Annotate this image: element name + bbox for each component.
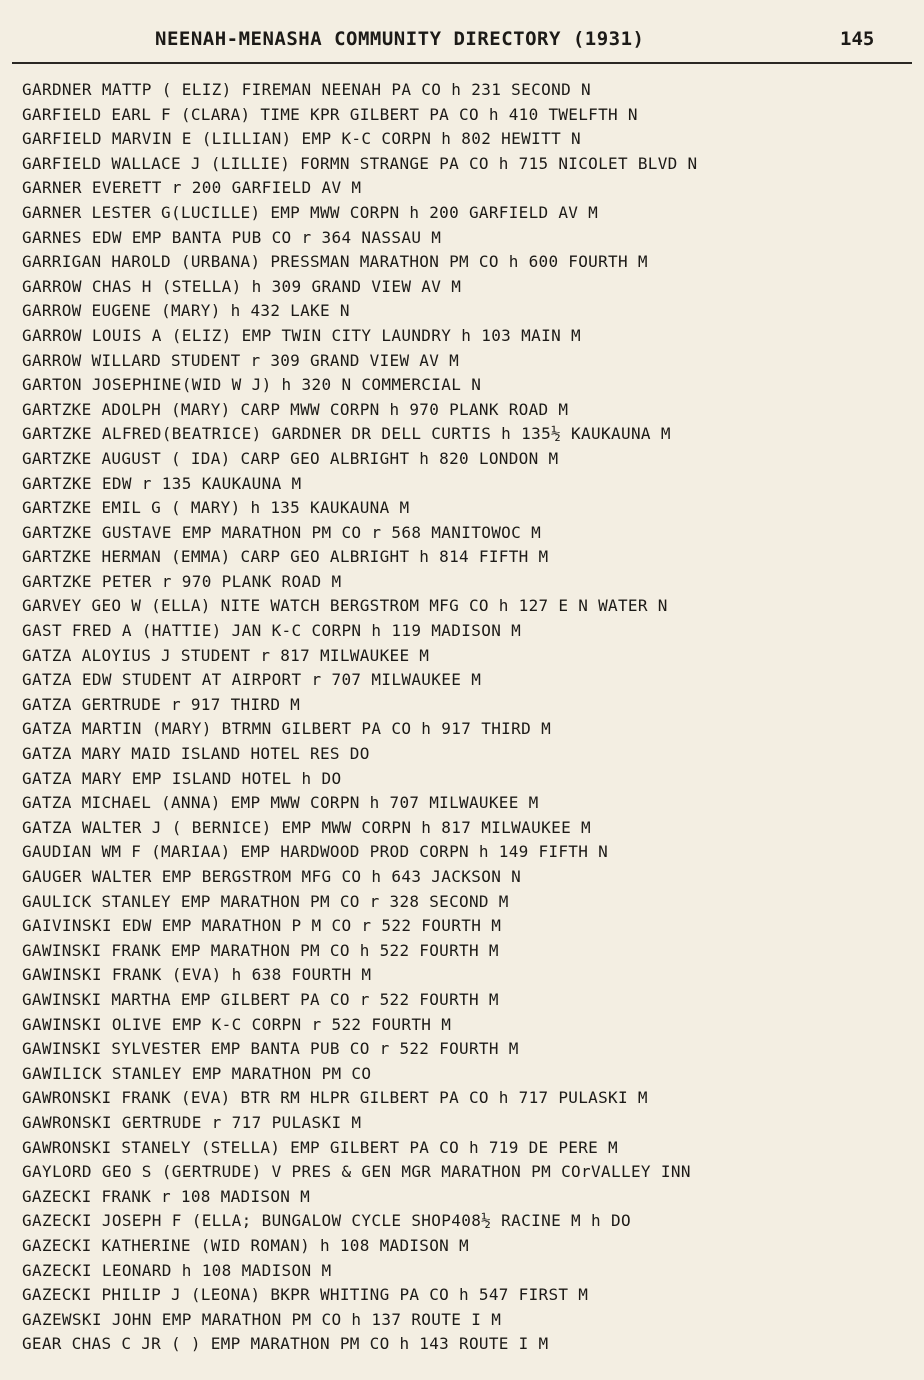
directory-entry: GARTZKE ALFRED(BEATRICE) GARDNER DR DELL CURTIS h 135½ KAUKAUNA M — [22, 424, 671, 444]
directory-entry: GATZA MICHAEL (ANNA) EMP MWW CORPN h 707 MILWAUKEE M — [22, 793, 539, 813]
directory-entry: GAST FRED A (HATTIE) JAN K-C CORPN h 119 MADISON M — [22, 621, 522, 641]
directory-entry: GAZEWSKI JOHN EMP MARATHON PM CO h 137 ROUTE I M — [22, 1309, 502, 1329]
directory-entry: GARTZKE AUGUST ( IDA) CARP GEO ALBRIGHT h 820 LONDON M — [22, 448, 559, 468]
directory-entry: GATZA GERTRUDE r 917 THIRD M — [22, 694, 301, 714]
directory-entry: GAZECKI KATHERINE (WID ROMAN) h 108 MADISON M — [22, 1235, 469, 1255]
directory-entry: GAWINSKI FRANK EMP MARATHON PM CO h 522 FOURTH M — [22, 940, 499, 960]
directory-entry: GAUDIAN WM F (MARIAA) EMP HARDWOOD PROD CORPN h 149 FIFTH N — [22, 842, 609, 862]
directory-entry: GARTZKE GUSTAVE EMP MARATHON PM CO r 568 MANITOWOC M — [22, 522, 542, 542]
directory-entry: GARROW LOUIS A (ELIZ) EMP TWIN CITY LAUNDRY h 103 MAIN M — [22, 325, 582, 345]
page-header — [0, 28, 924, 58]
directory-entry: GARNES EDW EMP BANTA PUB CO r 364 NASSAU M — [22, 227, 442, 247]
directory-entry: GAWRONSKI STANELY (STELLA) EMP GILBERT PA CO h 719 DE PERE M — [22, 1137, 618, 1157]
directory-entry: GARTON JOSEPHINE(WID W J) h 320 N COMMERCIAL N — [22, 375, 482, 395]
directory-entry: GARTZKE EMIL G ( MARY) h 135 KAUKAUNA M — [22, 498, 410, 518]
directory-entry: GAWINSKI SYLVESTER EMP BANTA PUB CO r 522 FOURTH M — [22, 1039, 519, 1059]
directory-entry: GARROW CHAS H (STELLA) h 309 GRAND VIEW AV M — [22, 276, 462, 296]
directory-entry: GARROW EUGENE (MARY) h 432 LAKE N — [22, 301, 350, 321]
directory-entry: GARTZKE EDW r 135 KAUKAUNA M — [22, 473, 302, 493]
directory-listing — [22, 78, 917, 1357]
directory-entry: GAWINSKI MARTHA EMP GILBERT PA CO r 522 FOURTH M — [22, 989, 499, 1009]
header-divider — [12, 62, 912, 64]
directory-entry: GARDNER MATTP ( ELIZ) FIREMAN NEENAH PA CO h 231 SECOND N — [22, 80, 592, 99]
directory-entry: GARTZKE HERMAN (EMMA) CARP GEO ALBRIGHT h 814 FIFTH M — [22, 547, 549, 567]
directory-entry: GARRIGAN HAROLD (URBANA) PRESSMAN MARATHON PM CO h 600 FOURTH M — [22, 252, 648, 272]
directory-entry: GARFIELD EARL F (CLARA) TIME KPR GILBERT PA CO h 410 TWELFTH N — [22, 104, 638, 124]
directory-entry: GARTZKE PETER r 970 PLANK ROAD M — [22, 571, 342, 591]
directory-entry: GATZA WALTER J ( BERNICE) EMP MWW CORPN h 817 MILWAUKEE M — [22, 817, 592, 837]
directory-entry: GARVEY GEO W (ELLA) NITE WATCH BERGSTROM MFG CO h 127 E N WATER N — [22, 596, 668, 616]
directory-entry: GARFIELD WALLACE J (LILLIE) FORMN STRANGE PA CO h 715 NICOLET BLVD N — [22, 153, 698, 173]
directory-entry: GAULICK STANLEY EMP MARATHON PM CO r 328 SECOND M — [22, 891, 509, 911]
directory-entry: GATZA MARTIN (MARY) BTRMN GILBERT PA CO h 917 THIRD M — [22, 719, 552, 739]
directory-entry: GAWILICK STANLEY EMP MARATHON PM CO — [22, 1063, 372, 1083]
directory-entry: GAZECKI PHILIP J (LEONA) BKPR WHITING PA CO h 547 FIRST M — [22, 1285, 589, 1305]
directory-entry: GARNER LESTER G(LUCILLE) EMP MWW CORPN h 200 GARFIELD AV M — [22, 202, 599, 222]
directory-entry: GATZA MARY MAID ISLAND HOTEL RES DO — [22, 744, 370, 764]
directory-entry: GAUGER WALTER EMP BERGSTROM MFG CO h 643 JACKSON N — [22, 867, 522, 886]
directory-entry: GATZA MARY EMP ISLAND HOTEL h DO — [22, 768, 342, 788]
directory-entry: GEAR CHAS C JR ( ) EMP MARATHON PM CO h 143 ROUTE I M — [22, 1334, 549, 1354]
directory-entry: GAZECKI FRANK r 108 MADISON M — [22, 1186, 311, 1206]
directory-entry: GAWRONSKI GERTRUDE r 717 PULASKI M — [22, 1112, 362, 1132]
directory-entry: GARFIELD MARVIN E (LILLIAN) EMP K-C CORPN h 802 HEWITT N — [22, 129, 582, 149]
directory-entry: GAZECKI LEONARD h 108 MADISON M — [22, 1260, 332, 1280]
directory-entry: GATZA EDW STUDENT AT AIRPORT r 707 MILWAUKEE M — [22, 670, 482, 690]
directory-entry: GAZECKI JOSEPH F (ELLA; BUNGALOW CYCLE SHOP408½ RACINE M h DO — [22, 1211, 631, 1231]
page-title: NEENAH-MENASHA COMMUNITY DIRECTORY (1931) — [155, 28, 645, 50]
page-number: 145 — [840, 28, 875, 50]
directory-entry: GAWINSKI OLIVE EMP K-C CORPN r 522 FOURTH M — [22, 1014, 452, 1034]
directory-entry: GAIVINSKI EDW EMP MARATHON P M CO r 522 FOURTH M — [22, 916, 502, 936]
directory-entry: GAWINSKI FRANK (EVA) h 638 FOURTH M — [22, 965, 372, 985]
directory-entry: GARTZKE ADOLPH (MARY) CARP MWW CORPN h 970 PLANK ROAD M — [22, 399, 569, 419]
directory-entry: GATZA ALOYIUS J STUDENT r 817 MILWAUKEE M — [22, 645, 430, 665]
directory-entry: GARNER EVERETT r 200 GARFIELD AV M — [22, 178, 362, 198]
directory-entry: GAWRONSKI FRANK (EVA) BTR RM HLPR GILBERT PA CO h 717 PULASKI M — [22, 1088, 648, 1108]
directory-entry: GAYLORD GEO S (GERTRUDE) V PRES & GEN MGR MARATHON PM COrVALLEY INN — [22, 1162, 691, 1182]
directory-entry: GARROW WILLARD STUDENT r 309 GRAND VIEW AV M — [22, 350, 460, 370]
